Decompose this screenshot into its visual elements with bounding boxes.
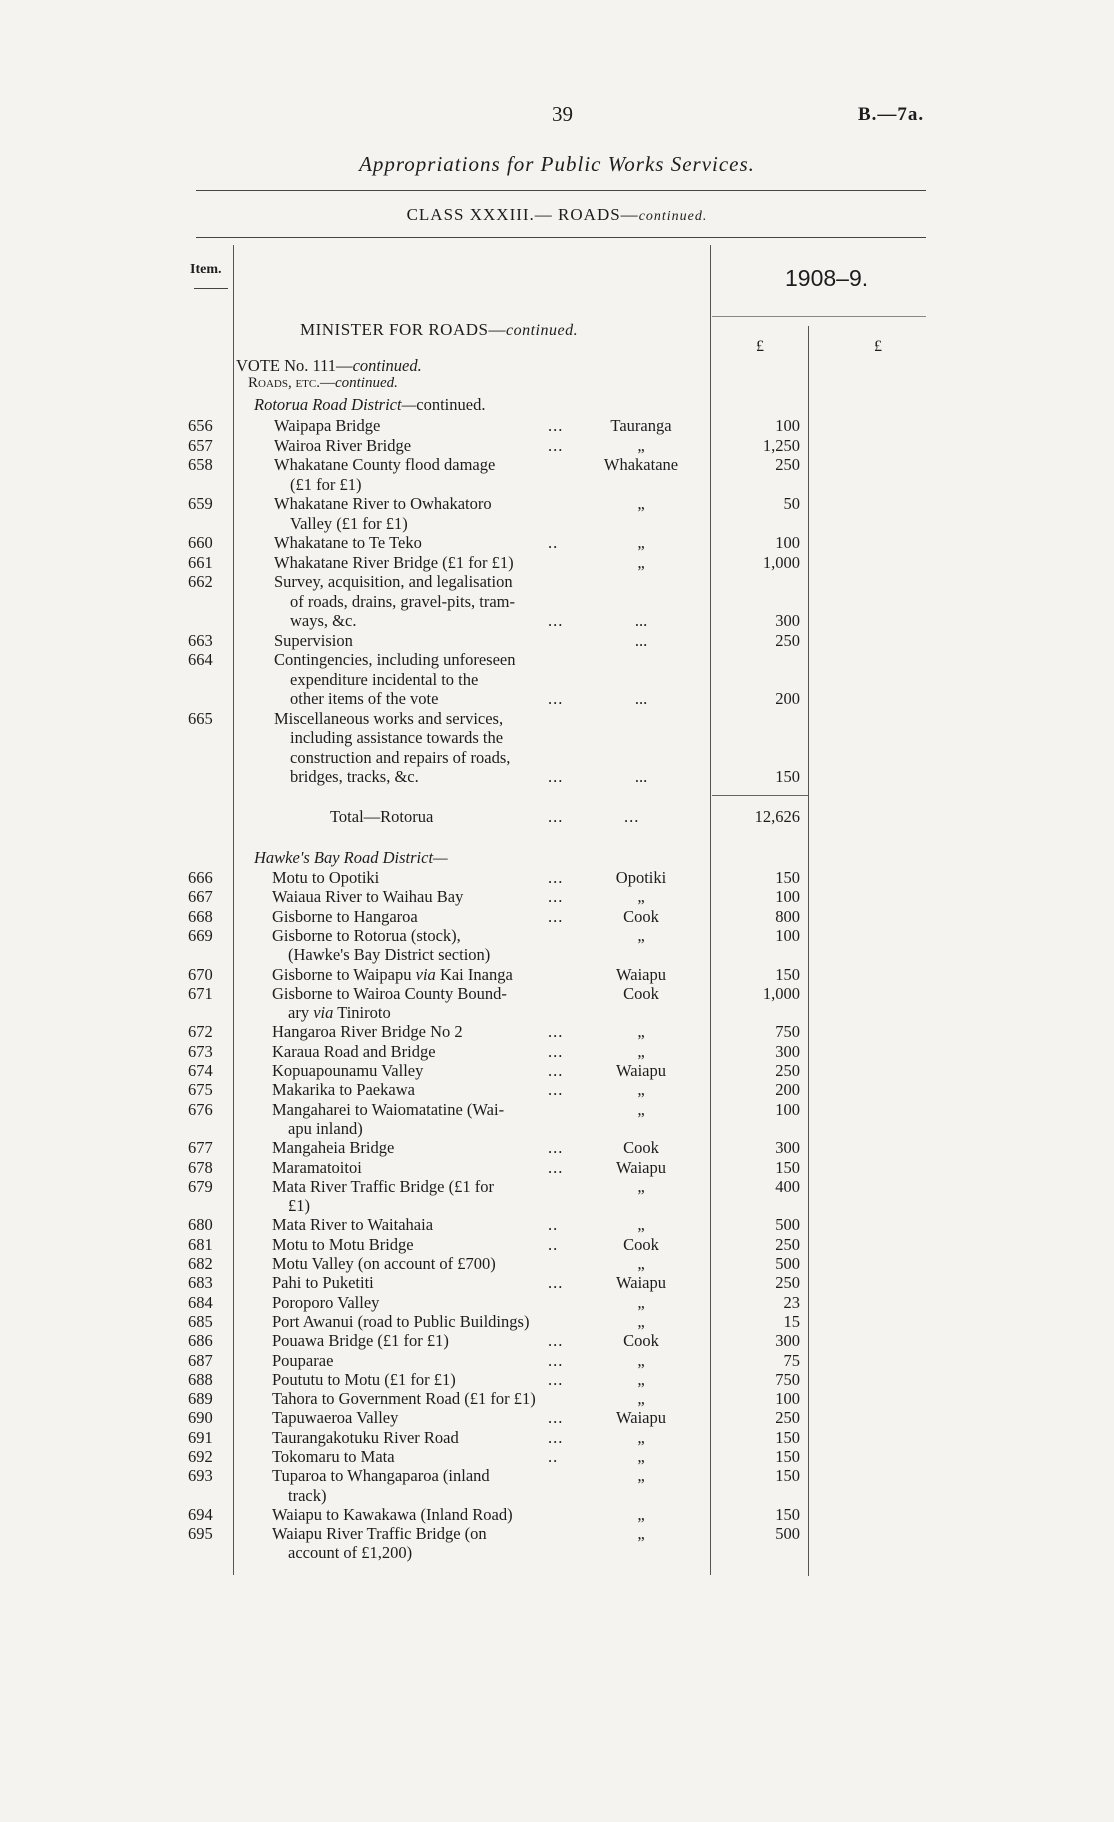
item-description-line: Whakatane River to Owhakatoro (274, 494, 492, 513)
item-description-line: ary via Tiniroto (288, 1003, 391, 1023)
hawkes-bay-row-668 (0, 907, 1114, 927)
rotorua-district-heading (254, 395, 485, 415)
item-number: 695 (188, 1524, 213, 1544)
item-number: 665 (188, 708, 213, 728)
class-heading (0, 205, 1114, 225)
item-amount: 50 (783, 494, 800, 513)
hawkes-bay-row-682 (0, 1254, 1114, 1274)
hawkes-bay-row-685 (0, 1312, 1114, 1332)
hawkes-bay-row-689 (0, 1389, 1114, 1409)
item-amount: 750 (775, 1369, 800, 1389)
hawkes-bay-row-693 (0, 1466, 1114, 1505)
road-district: „ (637, 1504, 645, 1524)
item-amount: 75 (783, 1350, 800, 1370)
item-amount: 250 (775, 1273, 800, 1293)
road-district: Waiapu (616, 1273, 666, 1293)
vote-heading-text: VOTE No. 111— (236, 356, 353, 375)
hawkes-bay-row-683 (0, 1273, 1114, 1293)
road-district: Waiapu (616, 1061, 666, 1080)
item-number: 678 (188, 1157, 213, 1177)
item-number: 668 (188, 906, 213, 926)
item-description-line: Supervision (274, 630, 353, 650)
minister-heading (300, 320, 578, 340)
item-amount: 200 (775, 1080, 800, 1100)
item-amount: 150 (775, 964, 800, 984)
item-description-line: Wairoa River Bridge (274, 435, 412, 455)
item-number: 686 (188, 1331, 213, 1351)
road-district: „ (637, 925, 645, 945)
road-district: „ (637, 887, 645, 907)
roads-heading-text: Roads, etc.— (248, 375, 335, 391)
item-amount: 250 (775, 630, 800, 650)
item-amount: 150 (775, 1157, 800, 1177)
item-amount: 1,250 (762, 435, 800, 455)
road-district: Opotiki (615, 868, 667, 887)
rotorua-row-661 (0, 553, 1114, 573)
item-description-line: Tuparoa to Whangaparoa (inland (272, 1466, 490, 1486)
road-district: „ (637, 552, 645, 572)
item-amount: 300 (775, 1138, 800, 1158)
item-description-line: Whakatane River Bridge (£1 for £1) (274, 552, 514, 572)
item-amount: 400 (775, 1176, 800, 1196)
leader-dots: ... (548, 887, 564, 907)
hawkes-bay-row-673 (0, 1042, 1114, 1062)
item-number: 680 (188, 1215, 213, 1235)
item-description-line: Whakatane County flood damage (274, 455, 496, 474)
item-description-line: Contingencies, including unforeseen (274, 650, 516, 669)
rotorua-row-663 (0, 631, 1114, 651)
item-description-line: Kopuapounamu Valley (272, 1061, 424, 1080)
item-amount: 250 (775, 1234, 800, 1254)
item-amount: 250 (775, 455, 800, 474)
hawkes-bay-row-694 (0, 1505, 1114, 1525)
road-district: „ (637, 1099, 645, 1119)
item-description-line: Motu Valley (on account of £700) (272, 1254, 496, 1273)
rotorua-row-657 (0, 436, 1114, 456)
road-district: „ (637, 1447, 645, 1466)
item-amount: 300 (775, 611, 800, 630)
leader-dots: .. (548, 1234, 559, 1254)
item-number: 676 (188, 1099, 213, 1119)
item-number: 691 (188, 1427, 213, 1447)
item-description-line: Valley (£1 for £1) (290, 513, 408, 533)
hawkes-bay-row-672 (0, 1022, 1114, 1042)
item-number: 681 (188, 1234, 213, 1254)
leader-dots: ... (548, 1427, 564, 1447)
road-district: „ (637, 1292, 645, 1312)
item-description-line: Karaua Road and Bridge (272, 1041, 436, 1061)
item-description-line: track) (288, 1485, 327, 1505)
leader-dots: .. (548, 1215, 559, 1235)
hawkes-bay-row-686 (0, 1331, 1114, 1351)
rotorua-district-title: Rotorua Road District— (254, 395, 417, 414)
item-number: 683 (188, 1273, 213, 1293)
hawkes-bay-row-677 (0, 1138, 1114, 1158)
item-description-line: Whakatane to Te Teko (274, 533, 422, 552)
hawkes-bay-row-688 (0, 1370, 1114, 1390)
rotorua-row-656 (0, 416, 1114, 436)
item-description-line: Pouparae (272, 1350, 334, 1370)
rotorua-row-664 (0, 650, 1114, 708)
item-number: 661 (188, 552, 213, 572)
hawkes-bay-row-674 (0, 1061, 1114, 1081)
road-district: Waiapu (616, 1408, 666, 1428)
road-district: Cook (623, 1331, 659, 1351)
item-description-line: Waiapu River Traffic Bridge (on (272, 1524, 487, 1544)
item-description-line: Tahora to Government Road (£1 for £1) (272, 1389, 536, 1409)
rotorua-row-658 (0, 455, 1114, 494)
road-district: ... (634, 611, 648, 630)
leader-dots: ... (548, 1273, 564, 1293)
hawkes-bay-row-670 (0, 965, 1114, 985)
item-number: 679 (188, 1176, 213, 1196)
hawkes-bay-row-684 (0, 1293, 1114, 1313)
item-number: 663 (188, 630, 213, 650)
leader-dots: ... (548, 1022, 564, 1042)
item-description-line: Pahi to Puketiti (272, 1273, 374, 1293)
item-description-line: Mangaharei to Waiomatatine (Wai- (272, 1099, 505, 1119)
total-rule (712, 795, 808, 796)
hawkes-bay-row-695 (0, 1524, 1114, 1563)
hawkes-bay-row-676 (0, 1099, 1114, 1138)
item-description-line: ways, &c. (290, 611, 357, 630)
item-description-line: including assistance towards the (290, 728, 504, 747)
rotorua-row-665 (0, 708, 1114, 786)
leader-dots: ... (548, 1350, 564, 1370)
road-district: „ (637, 1215, 645, 1235)
item-number: 672 (188, 1022, 213, 1042)
item-number: 664 (188, 650, 213, 669)
road-district: „ (637, 1427, 645, 1447)
item-number: 659 (188, 494, 213, 513)
item-number: 690 (188, 1408, 213, 1428)
item-number: 688 (188, 1369, 213, 1389)
item-number: 669 (188, 925, 213, 945)
item-description-line: (£1 for £1) (290, 474, 362, 494)
road-district: „ (637, 1176, 645, 1196)
road-district: Cook (623, 1234, 659, 1254)
currency-right: £ (874, 338, 882, 355)
item-number: 674 (188, 1061, 213, 1080)
year-rule (712, 316, 926, 317)
item-description-line: Miscellaneous works and services, (274, 708, 504, 728)
leader-dots: ... (548, 1061, 564, 1080)
leader-dots: ... (548, 435, 564, 455)
total-label: Total—Rotorua (330, 807, 434, 826)
road-district: Cook (623, 1138, 659, 1158)
item-amount: 150 (775, 1504, 800, 1524)
road-district: Cook (623, 906, 659, 926)
hawkes-bay-row-690 (0, 1408, 1114, 1428)
item-description-line: Mangaheia Bridge (272, 1138, 395, 1158)
leader-dots: ... (548, 1157, 564, 1177)
item-amount: 250 (775, 1061, 800, 1080)
item-amount: 150 (775, 868, 800, 887)
item-number: 671 (188, 983, 213, 1003)
item-description-line: Motu to Opotiki (272, 868, 380, 887)
item-number: 657 (188, 435, 213, 455)
road-district: Whakatane (603, 455, 679, 474)
item-description-line: Tapuwaeroa Valley (272, 1408, 399, 1428)
item-description-line: Hangaroa River Bridge No 2 (272, 1022, 463, 1042)
hawkes-bay-row-679 (0, 1176, 1114, 1216)
item-header-rule (194, 288, 228, 289)
item-number: 684 (188, 1292, 213, 1312)
hawkes-bay-row-681 (0, 1235, 1114, 1255)
leader-dots: ... (548, 1408, 564, 1428)
currency-left: £ (756, 338, 764, 355)
item-description-line: Survey, acquisition, and legalisation (274, 572, 513, 591)
item-number: 673 (188, 1041, 213, 1061)
leader-dots: ... (548, 1041, 564, 1061)
hawkes-bay-row-678 (0, 1158, 1114, 1178)
rotorua-row-660 (0, 533, 1114, 553)
rotorua-district-suffix: continued. (416, 395, 486, 414)
title-rule (196, 190, 926, 191)
leader-dots: ... (548, 416, 564, 435)
road-district: „ (637, 1389, 645, 1409)
road-district: „ (637, 435, 645, 455)
item-description-line: bridges, tracks, &c. (290, 767, 419, 786)
leader-dots: .. (548, 1447, 559, 1466)
item-amount: 800 (775, 906, 800, 926)
item-amount: 150 (775, 767, 800, 786)
item-description-line: Waiaua River to Waihau Bay (272, 887, 464, 907)
rotorua-row-662 (0, 572, 1114, 630)
item-number: 675 (188, 1080, 213, 1100)
road-district: „ (637, 1022, 645, 1042)
item-number: 666 (188, 868, 213, 887)
leader-dots: ... (548, 767, 564, 786)
item-number: 660 (188, 533, 213, 552)
road-district: „ (637, 1080, 645, 1100)
item-amount: 100 (775, 533, 800, 552)
leader-dots: ... (548, 1331, 564, 1351)
document-reference: B.—7a. (858, 104, 925, 125)
hawkes-bay-row-691 (0, 1428, 1114, 1448)
road-district: „ (637, 1254, 645, 1273)
road-district: Waiapu (616, 1157, 666, 1177)
hawkes-bay-row-667 (0, 887, 1114, 907)
class-rule (196, 237, 926, 238)
item-number: 694 (188, 1504, 213, 1524)
item-amount: 100 (775, 925, 800, 945)
leader-dots: ... (548, 868, 564, 887)
item-description-line: Pouawa Bridge (£1 for £1) (272, 1331, 449, 1351)
item-amount: 150 (775, 1427, 800, 1447)
item-description-line: £1) (288, 1196, 310, 1216)
page-number: 39 (552, 102, 573, 126)
item-number: 656 (188, 416, 213, 435)
minister-heading-text: MINISTER FOR ROADS— (300, 320, 506, 339)
item-description-line: Waipapa Bridge (274, 416, 381, 435)
hawkes-bay-row-680 (0, 1215, 1114, 1235)
page-title: Appropriations for Public Works Services. (359, 152, 755, 176)
minister-heading-continued: continued. (505, 322, 579, 339)
hawkes-bay-row-666 (0, 868, 1114, 888)
item-description-line: Taurangakotuku River Road (272, 1427, 459, 1447)
item-description-line: apu inland) (288, 1118, 363, 1138)
road-district: „ (637, 1369, 645, 1389)
road-district: Cook (623, 983, 659, 1003)
item-description-line: Gisborne to Hangaroa (272, 906, 418, 926)
item-amount: 300 (775, 1331, 800, 1351)
item-description-line: Waiapu to Kawakawa (Inland Road) (272, 1504, 513, 1524)
item-amount: 150 (775, 1447, 800, 1466)
item-amount: 300 (775, 1041, 800, 1061)
year-column-header: 1908–9. (785, 265, 869, 291)
road-district: ... (634, 767, 648, 786)
road-district: ... (634, 689, 648, 708)
rotorua-row-659 (0, 494, 1114, 533)
item-amount: 100 (775, 887, 800, 907)
total-row (0, 807, 1114, 827)
leader-dots: ... (548, 1138, 564, 1158)
item-column-header: Item. (190, 262, 222, 277)
item-number: 667 (188, 887, 213, 907)
item-description-line: Gisborne to Rotorua (stock), (272, 925, 461, 945)
item-number: 677 (188, 1138, 213, 1158)
total-dots-2: ... (624, 807, 640, 826)
item-description-line: Gisborne to Waipapu via Kai Inanga (272, 964, 513, 984)
road-district: „ (637, 1524, 645, 1544)
item-description-line: (Hawke's Bay District section) (288, 945, 491, 965)
hawkes-bay-district-heading: Hawke's Bay Road District— (254, 848, 448, 867)
hawkes-bay-row-692 (0, 1447, 1114, 1467)
item-amount: 150 (775, 1466, 800, 1486)
item-amount: 500 (775, 1254, 800, 1273)
vote-heading (236, 356, 422, 376)
item-amount: 100 (775, 1099, 800, 1119)
road-district: „ (637, 1311, 645, 1331)
class-heading-continued: continued. (638, 209, 708, 224)
item-number: 662 (188, 572, 213, 591)
roads-heading (248, 375, 398, 392)
class-heading-text: CLASS XXXIII.— ROADS— (406, 205, 639, 224)
item-description-line: Mata River Traffic Bridge (£1 for (272, 1176, 494, 1196)
item-amount: 100 (775, 1389, 800, 1409)
road-district: „ (637, 1350, 645, 1370)
item-amount: 15 (783, 1311, 800, 1331)
item-description-line: of roads, drains, gravel-pits, tram- (290, 591, 515, 611)
road-district: Waiapu (616, 964, 666, 984)
item-amount: 1,000 (762, 552, 800, 572)
item-description-line: Port Awanui (road to Public Buildings) (272, 1311, 530, 1331)
road-district: „ (637, 1466, 645, 1486)
item-amount: 500 (775, 1215, 800, 1235)
item-description-line: Tokomaru to Mata (272, 1447, 395, 1466)
road-district: „ (637, 533, 645, 552)
leader-dots: .. (548, 533, 559, 552)
hawkes-bay-row-671 (0, 983, 1114, 1023)
item-description-line: Poututu to Motu (£1 for £1) (272, 1369, 456, 1389)
item-number: 658 (188, 455, 213, 474)
leader-dots: ... (548, 689, 564, 708)
item-description-line: other items of the vote (290, 689, 439, 708)
item-number: 689 (188, 1389, 213, 1409)
item-description-line: Poroporo Valley (272, 1292, 380, 1312)
item-amount: 500 (775, 1524, 800, 1544)
item-description-line: Motu to Motu Bridge (272, 1234, 414, 1254)
item-number: 693 (188, 1466, 213, 1486)
item-description-line: Maramatoitoi (272, 1157, 362, 1177)
item-description-line: expenditure incidental to the (290, 669, 479, 689)
item-amount: 250 (775, 1408, 800, 1428)
item-number: 692 (188, 1447, 213, 1466)
road-district: ... (634, 630, 648, 650)
leader-dots: ... (548, 611, 564, 630)
road-district: „ (637, 1041, 645, 1061)
item-amount: 750 (775, 1022, 800, 1042)
item-description-line: account of £1,200) (288, 1543, 413, 1563)
item-description-line: construction and repairs of roads, (290, 747, 511, 767)
total-dots: ... (548, 807, 564, 826)
item-amount: 100 (775, 416, 800, 435)
road-district: Tauranga (610, 416, 672, 435)
item-amount: 23 (783, 1292, 800, 1312)
item-number: 670 (188, 964, 213, 984)
road-district: „ (637, 494, 645, 513)
item-description-line: Makarika to Paekawa (272, 1080, 415, 1100)
vote-heading-continued: continued. (352, 356, 422, 375)
leader-dots: ... (548, 1080, 564, 1100)
hawkes-bay-row-687 (0, 1351, 1114, 1371)
hawkes-bay-row-675 (0, 1080, 1114, 1100)
leader-dots: ... (548, 906, 564, 926)
item-number: 685 (188, 1311, 213, 1331)
item-number: 682 (188, 1254, 213, 1273)
roads-heading-continued: continued. (334, 375, 398, 391)
leader-dots: ... (548, 1369, 564, 1389)
item-number: 687 (188, 1350, 213, 1370)
hawkes-bay-row-669 (0, 925, 1114, 965)
item-amount: 200 (775, 689, 800, 708)
item-description-line: Mata River to Waitahaia (272, 1215, 434, 1235)
item-amount: 1,000 (762, 983, 800, 1003)
total-amount: 12,626 (754, 807, 800, 826)
item-description-line: Gisborne to Wairoa County Bound- (272, 983, 507, 1003)
